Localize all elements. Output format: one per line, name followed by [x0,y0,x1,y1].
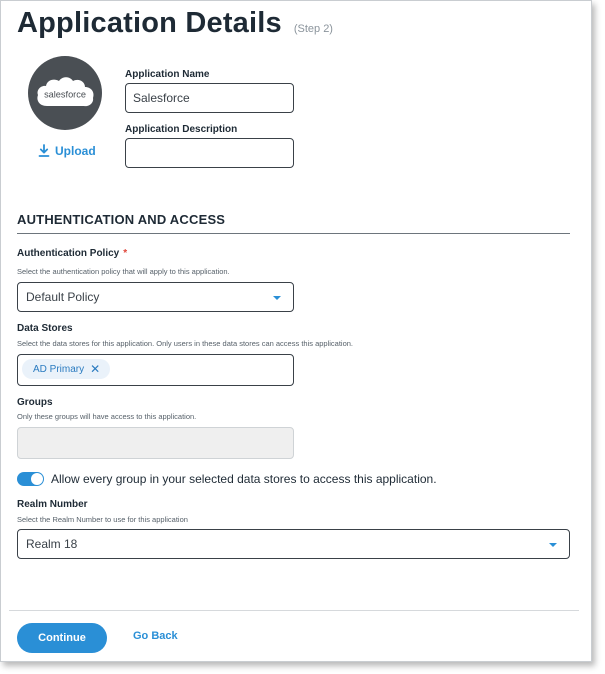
app-name-input[interactable] [125,83,294,113]
groups-input-disabled [17,427,294,459]
step-indicator: (Step 2) [293,23,333,35]
continue-button[interactable]: Continue [17,623,107,653]
allow-all-groups-toggle[interactable] [17,472,44,486]
auth-policy-hint: Select the authentication policy that will apply to this application. [17,267,230,276]
close-icon[interactable]: ✕ [90,362,101,376]
upload-label: Upload [55,144,96,158]
go-back-button[interactable]: Go Back [133,630,178,642]
realm-label: Realm Number [17,499,88,510]
chip-label: AD Primary [33,363,85,375]
auth-policy-select[interactable] [17,282,294,312]
required-marker: * [123,248,128,259]
salesforce-cloud-logo-icon [33,73,97,113]
app-description-input[interactable] [125,138,294,168]
chevron-down-icon [549,543,557,547]
data-stores-label: Data Stores [17,323,73,334]
section-divider [17,233,570,234]
auth-section-title: AUTHENTICATION AND ACCESS [17,212,226,227]
page-title: Application Details [17,7,282,39]
title-row [17,7,333,40]
app-description-label: Application Description [125,124,238,135]
realm-value: Realm 18 [26,537,78,551]
app-logo [28,56,102,130]
groups-label: Groups [17,397,53,408]
upload-button[interactable] [38,144,96,158]
data-store-chip-ad-primary[interactable] [22,359,110,379]
footer-divider [9,610,579,611]
auth-policy-label [17,248,127,259]
auth-policy-value: Default Policy [26,290,100,304]
data-stores-hint: Select the data stores for this application. Only users in these data stores can access this application. [17,339,354,348]
realm-select[interactable] [17,529,570,559]
chevron-down-icon [273,296,281,300]
allow-all-groups-label: Allow every group in your selected data stores to access this application. [51,472,437,486]
groups-hint: Only these groups will have access to this application. [17,412,197,421]
app-name-label: Application Name [125,69,210,80]
auth-policy-label-text: Authentication Policy [17,248,120,259]
download-arrow-icon [38,144,50,158]
toggle-knob [31,473,43,485]
logo-text: salesforce [44,89,86,100]
realm-hint: Select the Realm Number to use for this application [17,515,188,524]
